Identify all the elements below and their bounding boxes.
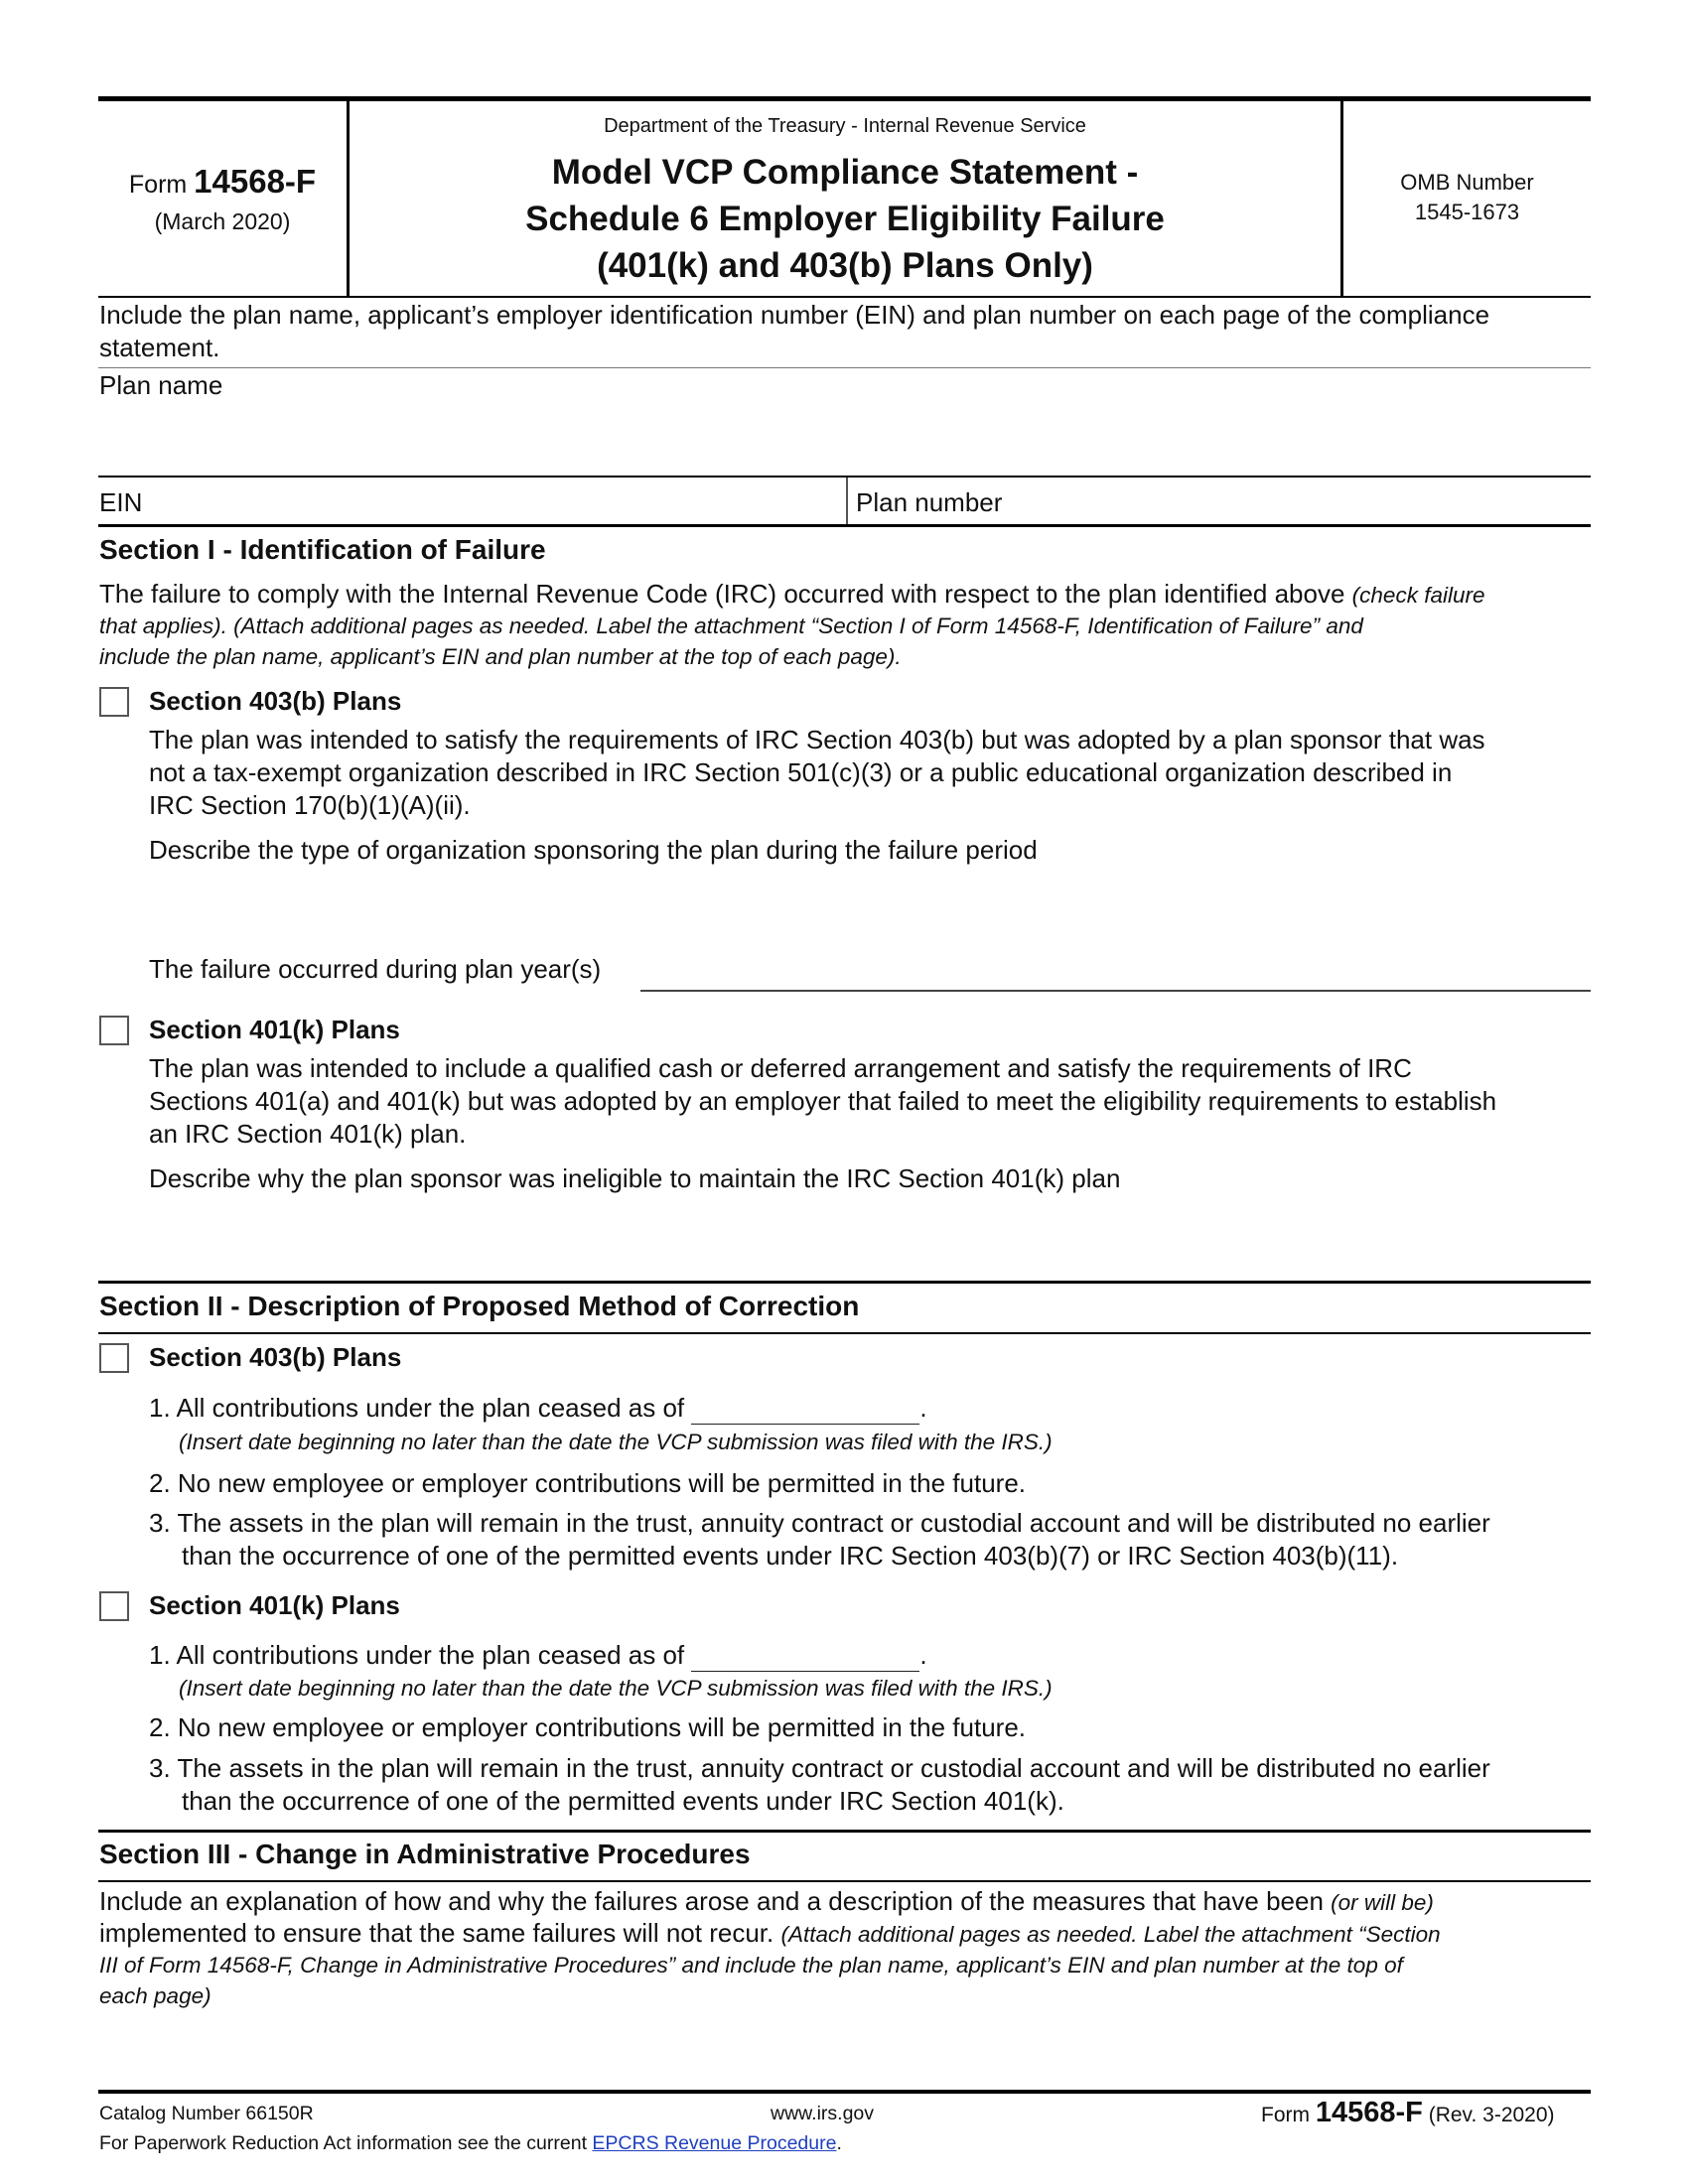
header-bottom-rule [98,296,1591,298]
form-date: (March 2020) [154,208,291,234]
intro-rule [98,367,1591,368]
footer-rule [98,2090,1591,2094]
footer-form-number: Form 14568-F (Rev. 3-2020) [1261,2097,1555,2128]
section3-title-rule [98,1880,1591,1882]
section2-title-rule [98,1332,1591,1334]
section1-instructions: The failure to comply with the Internal Revenue Code (IRC) occurred with respect to the plan identified above (check failure that applies). (Attach additional pages as needed. Label the attachment “Section I of Form 14568-F, Identification of Failure” and include the plan name, applicant’s EIN and plan number at the top of each page). [99,579,1485,669]
catalog-number: Catalog Number 66150R [99,2103,314,2124]
section1-401k-title: Section 401(k) Plans [149,1015,400,1044]
section2-401k-item2: 2. No new employee or employer contributions will be permitted in the future. [149,1712,1026,1742]
omb-number: 1545-1673 [1414,200,1520,224]
website: www.irs.gov [771,2103,875,2124]
section1-401k-describe-label: Describe why the plan sponsor was ineligible to maintain the IRC Section 401(k) plan [149,1163,1121,1193]
section1-403b-year-label: The failure occurred during plan year(s) [149,954,602,984]
plan-name-rule [98,476,1591,478]
section2-401k-item1-note: (Insert date beginning no later than the date the VCP submission was filed with the IRS.) [179,1676,1053,1701]
section2-403b-checkbox[interactable] [99,1343,129,1373]
plan-name-field[interactable] [98,407,1591,475]
section1-403b-text: The plan was intended to satisfy the requirements of IRC Section 403(b) but was adopted by a plan sponsor that was not a tax-exempt organization described in IRC Section 501(c)(3) or a public educational organization described in IRC Section 170(b)(1)(A)(ii). [149,725,1485,820]
section1-403b-describe-label: Describe the type of organization sponsoring the plan during the failure period [149,835,1038,865]
section1-rule [98,524,1591,527]
section2-rule [98,1281,1591,1284]
section2-403b-item1-note: (Insert date beginning no later than the date the VCP submission was filed with the IRS.) [179,1430,1053,1454]
section3-instructions: Include an explanation of how and why the failures arose and a description of the measures that have been (or will be) implemented to ensure that the same failures will not recur. (Attach additional pages as needed. Label the attachment “Section III of Form 14568-F, Change in Administrative Procedures” and include the plan name, applicant’s EIN and plan number at the top of each page) [99,1886,1441,2008]
paperwork-notice: For Paperwork Reduction Act information see the current EPCRS Revenue Procedure. [99,2132,842,2154]
intro-text: Include the plan name, applicant’s employer identification number (EIN) and plan number on each page of the compliance statement. [99,300,1490,362]
plan-number-field[interactable] [1018,480,1591,524]
plan-number-label: Plan number [856,487,1003,517]
section2-401k-item1: 1. All contributions under the plan ceased as of . [149,1640,927,1670]
section2-403b-date-field[interactable] [691,1400,919,1425]
form-title: Model VCP Compliance Statement - Schedule 6 Employer Eligibility Failure (401(k) and 403(b) Plans Only) [525,153,1165,285]
form-number: Form 14568-F [128,163,317,200]
section1-403b-checkbox[interactable] [99,687,129,717]
omb-block [1343,101,1591,296]
section2-401k-item3: 3. The assets in the plan will remain in the trust, annuity contract or custodial account and will be distributed no earlier than the occurrence of one of the permitted events under IRC Section 401(k). [149,1753,1490,1816]
plan-name-label: Plan name [99,370,223,400]
epcrs-link[interactable]: EPCRS Revenue Procedure [592,2132,837,2154]
section2-title: Section II - Description of Proposed Method of Correction [99,1291,860,1321]
section1-403b-title: Section 403(b) Plans [149,686,402,716]
ein-label: EIN [99,487,143,517]
section2-403b-item2: 2. No new employee or employer contributions will be permitted in the future. [149,1468,1026,1498]
section2-403b-item3: 3. The assets in the plan will remain in the trust, annuity contract or custodial account and will be distributed no earlier than the occurrence of one of the permitted events under IRC Section 403(b)(7) or IRC Section 403(b)(11). [149,1508,1490,1570]
section1-403b-year-field[interactable] [640,990,1591,992]
section3-rule [98,1830,1591,1833]
omb-label: OMB Number [1400,170,1534,195]
ein-field[interactable] [149,480,844,524]
section1-403b-describe-field[interactable] [149,869,1591,938]
ein-divider [846,478,848,525]
section1-401k-checkbox[interactable] [99,1016,129,1045]
section2-401k-date-field[interactable] [691,1647,919,1672]
form-title-block [350,101,1340,296]
section2-401k-title: Section 401(k) Plans [149,1590,400,1620]
department: Department of the Treasury - Internal Revenue Service [604,115,1086,137]
section2-403b-item1: 1. All contributions under the plan ceased as of . [149,1393,927,1423]
section1-401k-describe-field[interactable] [149,1197,1591,1277]
section2-403b-title: Section 403(b) Plans [149,1342,402,1372]
section3-title: Section III - Change in Administrative Procedures [99,1839,751,1869]
form-id-block [98,101,347,296]
section1-401k-text: The plan was intended to include a qualified cash or deferred arrangement and satisfy the requirements of IRC Sections 401(a) and 401(k) but was adopted by an employer that failed to meet the eligibility requirements to establish an IRC Section 401(k) plan. [149,1053,1497,1149]
section1-title: Section I - Identification of Failure [99,534,546,565]
section2-401k-checkbox[interactable] [99,1591,129,1621]
